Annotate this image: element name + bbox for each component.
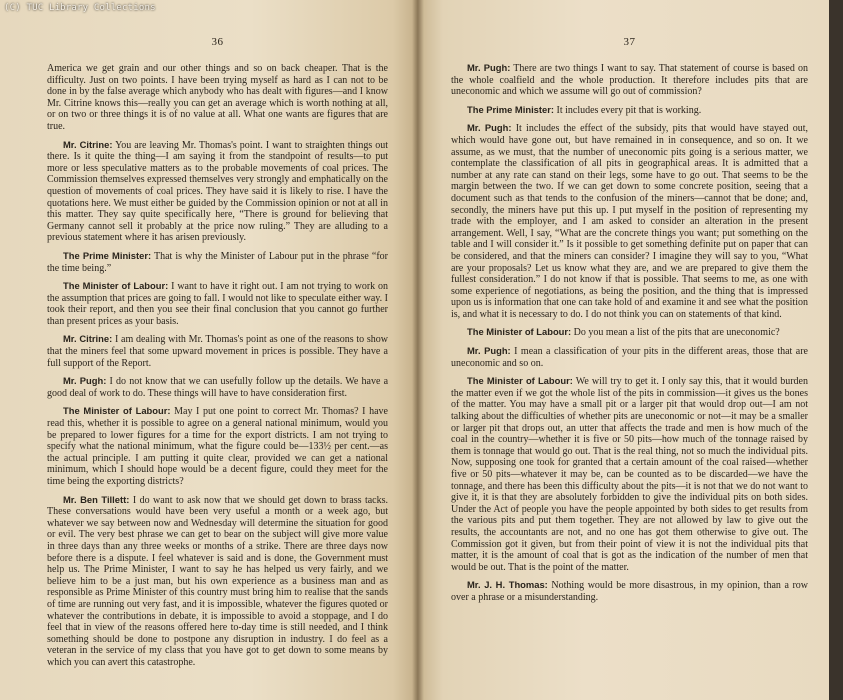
speech-text: Do you mean a list of the pits that are uneconomic?	[573, 327, 780, 339]
speaker-name: Mr. J. H. Thomas:	[467, 579, 548, 591]
page-number: 36	[211, 36, 224, 48]
speaker-name: Mr. Pugh:	[63, 375, 107, 387]
left-page	[0, 0, 418, 700]
paragraph	[47, 333, 388, 369]
speech-text: I want to have it right out. I am not trying to work on the assumption that prices are going to fall. I would not like to speculate either way. I took their report, and then you see their final conclusion that you cannot go further than present prices as your basis.	[47, 281, 389, 327]
paragraph	[451, 326, 808, 339]
right-page-body	[451, 62, 808, 604]
speaker-name: Mr. Ben Tillett:	[63, 493, 130, 505]
paragraph	[47, 139, 388, 244]
speaker-name: Mr. Citrine:	[63, 333, 113, 345]
speaker-name: Mr. Pugh:	[467, 62, 511, 73]
paragraph	[451, 122, 808, 320]
speech-text: America we get grain and our other things and so on back cheaper. That is the difficulty. Just on two points. I have been trying myself as hard as I can not to be done in by the false average which anybody who has dealt with figures—and I know Mr. Citrine knows this—really you can get an average which is worth nothing at all, or on two or three things it is of no value at all. What one wants are figures that are true.	[47, 63, 388, 132]
speaker-name: The Minister of Labour:	[63, 405, 171, 417]
speaker-name: The Minister of Labour:	[63, 280, 169, 292]
speech-text: There are two things I want to say. That statement of course is based on the whole coalfield and the whole production. It therefore includes pits that are uneconomic and which we assume will go out of commission?	[451, 63, 808, 98]
page-edge	[829, 0, 836, 700]
speaker-name: Mr. Pugh:	[467, 122, 512, 134]
speaker-name: Mr. Pugh:	[467, 345, 511, 357]
speech-text: That is why the Minister of Labour put in the phrase “for the time being.”	[47, 250, 389, 274]
speech-text: It includes every pit that is working.	[556, 104, 702, 116]
paragraph	[47, 405, 388, 487]
paragraph	[47, 494, 388, 669]
paragraph	[451, 345, 808, 369]
speech-text: I am dealing with Mr. Thomas's point as one of the reasons to show that the miners feel that some upward movement in prices is possible. They have a full support of the Report.	[47, 334, 388, 369]
speech-text: I do not know that we can usefully follow up the details. We have a good deal of work to do. These things will have to have consideration first.	[47, 376, 389, 399]
speaker-name: The Prime Minister:	[467, 103, 554, 115]
copyright-watermark: (C) TUC Library Collections	[4, 3, 156, 13]
speech-text: Nothing would be more disastrous, in my opinion, than a row over a phrase or a misunderstanding.	[451, 580, 809, 603]
book-gutter	[412, 0, 424, 700]
speaker-name: The Minister of Labour:	[467, 375, 573, 387]
paragraph	[47, 280, 388, 327]
speaker-name: Mr. Citrine:	[63, 138, 113, 150]
left-page-body	[47, 62, 388, 669]
paragraph	[451, 104, 808, 117]
speech-text: You are leaving Mr. Thomas's point. I want to straighten things out there. Is it quite the thing—I am saying it from the standpoint of results—to put more or less speculative matters as to the probable movements of coal prices. The Commission themselves expressed themselves very strongly and emphatically on the question of movements of coal prices. They have said it is likely to rise. I have the quotations here. We must either be guided by the Commission opinion or not at all in this matter. They say quite specifically here, “There is ground for believing that Germany cannot sell it probably at the price now ruling.” They are alluding to a previous statement where it has arisen previously.	[47, 139, 388, 244]
speech-text: I do want to ask now that we should get down to brass tacks. These conversations would have been very useful a month or a week ago, but whatever we say between now and Wednesday will determine the situation for good or evil. The very best phrase we can get to bear on the subject will give more value in three days than any three weeks or months of a strike. There are three days now before there is a dispute. I feel whatever is said and is done, the Government must help us. The Prime Minister, I want to say he has helped us very fairly, and we believe him to be a just man, but his own experience as a business man and as responsible as Prime Minister of this country must bring him to realise that the sands of time are running out very fast, and it is impossible, whatever the figures quoted or whatever the contributions in debate, it is impossible to avoid a stoppage, and I do feel that in view of the reasons offered here to-day time is still needed, and I think something should be done to postpone any disruption in industry. I do feel as a veteran in the service of my class that you have got to get down to some means by which you can avert this catastrophe.	[47, 494, 389, 668]
speech-text: I mean a classification of your pits in the different areas, those that are uneconomic and so on.	[451, 346, 808, 369]
paragraph	[47, 375, 388, 399]
page-number: 37	[623, 36, 636, 48]
speech-text: We will try to get it. I only say this, that it would burden the matter even if we got the whole list of the pits in commission—it gives us the bones of the matter. You may have a small pit or a larger pit that would drop out—I am not talking about the difficulties of whether pits are uneconomic or not—it may be a smaller or larger pit that drops out, an utter that affects the trade and men is how much of the coal in the country—whether it is five or 50 pits—how much of the tonnage raised by them is tonnage that would go out. That is the real thing, not so much the individual pits. Now, supposing one took for granted that a certain amount of the coal raised—whether five or 50 pits—whatever it may be, can be counted as to be discarded—we have the tonnage, and there has been this difficulty about the pits—it is not that we do not want to give it, it is that they are absolutely forbidden to give the individual pits on both sides. Under the Act of people you have the people appointed by both sides to get results from the various pits and put them together. They are not allowed by law to give out the results, the accountants are not, and no one has got them otherwise to give out. The Commission got it given, but from their point of view it is not the individual pits that matter, it is the amount of coal that is got as the indication of the number of men that would be out. That is the point of the matter.	[451, 376, 808, 573]
paragraph	[451, 62, 808, 98]
paragraph	[47, 250, 388, 274]
right-page	[418, 0, 836, 700]
speech-text: May I put one point to correct Mr. Thomas? I have read this, whether it is possible to agree on a general national minimum, would you be prepared to lower figures for a time for the export districts. I am not trying to specify what the national minimum, what the figure could be—133½ per cent.—as the actual principle. I am putting it quite clear, provided we can get a national minimum, which I should hope would be a decent figure, could they meet for the time being the exporting districts?	[47, 406, 388, 487]
speech-text: It includes the effect of the subsidy, pits that would have stayed out, which would have gone out, but have remained in in consequence, and so on. It we assume, as we must, that the number of uneconomic pits going is a serious matter, we contemplate the classification of all pits in geographical areas. It is admitted that a number at any rate can stand on their legs, some have to go out. That seems to be the margin between the two. If we can get down to some concrete position, seeing that a document such as that tends to the confusion of the miners—cannot that be done; and, secondly, the miners have put this up. I put myself in the position of representing my trade with the employer, and I am asked to consider an alteration in the present arrangement. Well, I say, “What are the concrete things you want; put something on the table and I will consider it.” Is it possible to get something definite put on paper that can be considered, and that the miners can consider? I imagine they will say to you, “What are your proposals? Let us know what they are, and we are prepared to give them the fullest consideration.” I do not know if that is possible. That seems to me, as one with some experience of negotiations, as being the position, and the thing that is impressed upon us is information that one can take hold of and examine it and see what the position is, and what it is necessary to do. I do not think you can on statements of that kind.	[451, 123, 808, 320]
speaker-name: The Prime Minister:	[63, 249, 152, 261]
paragraph	[47, 62, 388, 133]
paragraph	[451, 375, 808, 573]
paragraph	[451, 579, 808, 603]
speaker-name: The Minister of Labour:	[467, 326, 572, 338]
